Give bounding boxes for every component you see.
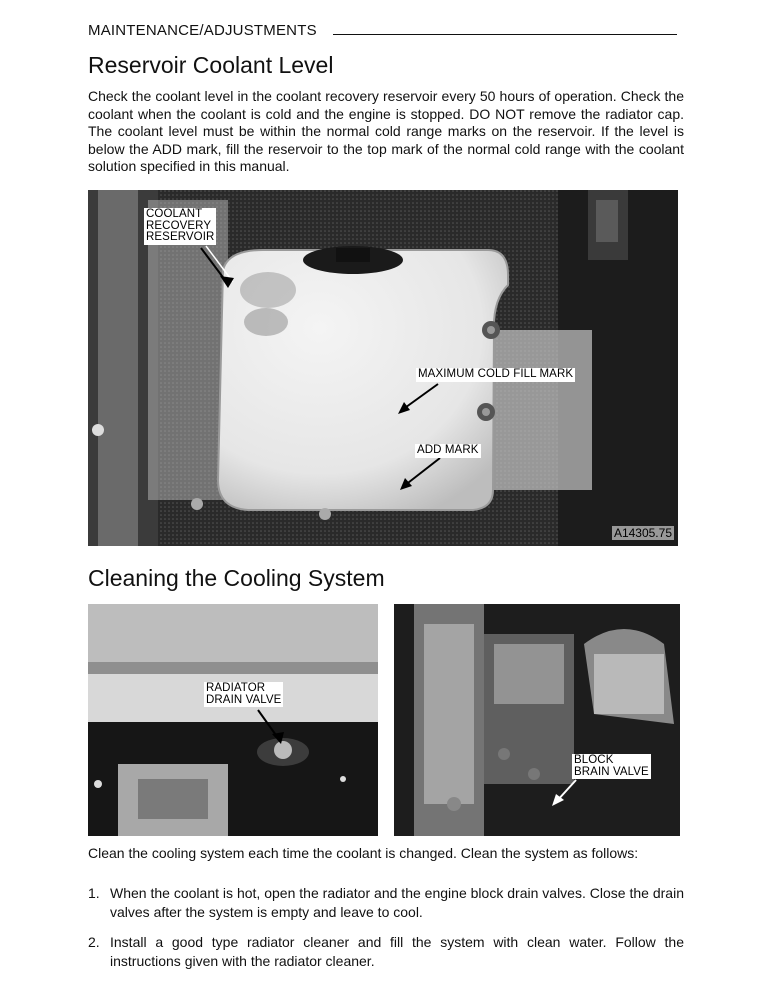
section-title-cleaning: Cleaning the Cooling System [88,565,385,591]
figure-code: A14305.75 [613,526,672,540]
callout-maximum-cold-fill-mark: MAXIMUM COLD FILL MARK [418,368,574,380]
cleaning-intro-paragraph: Clean the cooling system each time the coolant is changed. Clean the system as follows: [88,845,639,861]
callout-coolant-recovery-reservoir: COOLANT RECOVERY RESERVOIR [146,208,215,243]
radiator-drain-illustration [88,604,378,836]
step-number: 1. [88,885,100,901]
callout-radiator-drain-valve: RADIATOR DRAIN VALVE [206,682,282,706]
cleaning-steps-list-continued [88,933,684,970]
step-text: Install a good type radiator cleaner and fill the system with clean water. Follow the instructions given with the radiator cleaner. [110,934,684,969]
step-number: 2. [88,934,100,950]
reservoir-paragraph: Check the coolant level in the coolant recovery reservoir every 50 hours of operation. Check the coolant when the coolant is cold and the engine is stopped. DO NOT remove the radiator cap. The coolant level must be within the normal cold range marks on the reservoir. If the level is below the ADD mark, fill the reservoir to the top mark of the normal cold range with the coolant solution specified in this manual. [88,88,684,174]
block-drain-photo [394,604,680,836]
callout-block-drain-valve: BLOCK BRAIN VALVE [574,754,649,778]
cleaning-steps-list [88,884,684,921]
radiator-drain-photo [88,604,378,836]
header-rule [333,34,677,35]
list-item [88,884,684,921]
list-item [88,933,684,970]
reservoir-photo [88,190,678,546]
section-title-reservoir: Reservoir Coolant Level [88,52,334,78]
step-text: When the coolant is hot, open the radiator and the engine block drain valves. Close the drain valves after the system is empty and leave to cool. [110,885,684,920]
block-drain-illustration [394,604,680,836]
running-header: MAINTENANCE/ADJUSTMENTS [88,22,317,39]
callout-add-mark: ADD MARK [417,444,479,456]
